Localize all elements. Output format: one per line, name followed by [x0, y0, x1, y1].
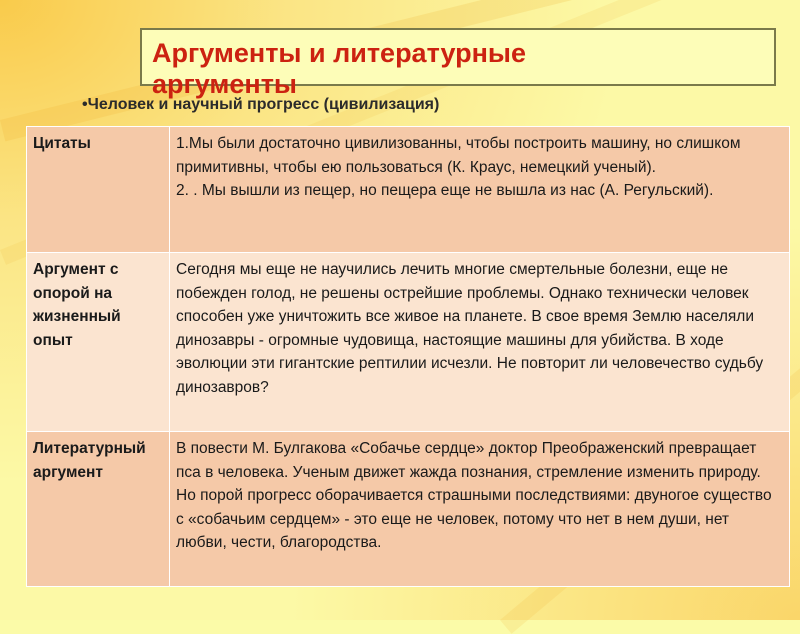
row-content: [170, 127, 790, 253]
subtitle-text: Человек и научный прогресс (цивилизация): [87, 96, 440, 113]
literary-argument-text: В повести М. Булгакова «Собачье сердце» доктор Преображенский превращает пса в человека. Ученым движет жажда познания, стремление изменить природу. Но порой прогресс оборачивается страшными последствиями: двуногое существо с «собачьим сердцем» - это еще не человек, потому что нет в нем души, нет любви, чести, благородства.: [176, 440, 772, 551]
life-argument-text: Сегодня мы еще не научились лечить многие смертельные болезни, еще не побежден голод, не решены острейшие проблемы. Однако технически человек способен уже уничтожить все живое на планете. В свое время Землю населяли динозавры - огромные чудовища, настоящие машины для убийства. В ходе эволюции эти гигантские рептилии исчезли. Не повторит ли человечество судьбу динозавров?: [176, 261, 764, 396]
subtitle: [82, 95, 439, 115]
row-label: Цитаты: [27, 127, 170, 253]
quote-2: 2. . Мы вышли из пещер, но пещера еще не вышла из нас (А. Регульский).: [176, 182, 714, 199]
slide-title: [152, 38, 772, 100]
title-line-1: Аргументы и литературные: [152, 38, 527, 68]
table-row: [27, 253, 790, 432]
table-row: [27, 127, 790, 253]
title-box: [140, 28, 776, 99]
row-content: [170, 253, 790, 432]
row-label: Аргумент с опорой на жизненный опыт: [27, 253, 170, 432]
bullet: •: [82, 96, 88, 113]
row-content: [170, 432, 790, 587]
table-row: [27, 432, 790, 587]
arguments-table: [26, 126, 790, 587]
quote-1: 1.Мы были достаточно цивилизованны, чтобы построить машину, но слишком примитивны, чтобы ею пользоваться (К. Краус, немецкий ученый).: [176, 135, 741, 176]
title-line-2: аргументы: [152, 69, 297, 99]
row-label: Литературный аргумент: [27, 432, 170, 587]
